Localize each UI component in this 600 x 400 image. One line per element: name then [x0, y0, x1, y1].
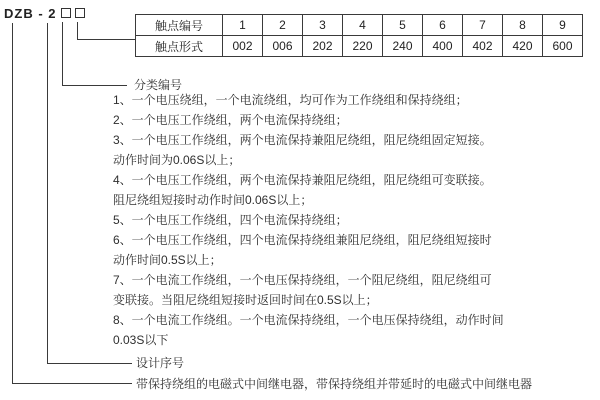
contact-number-cell: 8 [503, 15, 543, 36]
classification-line: 4、一个电压工作绕组，两个电流保持兼阻尼绕组，阻尼绕组可变联接。 [113, 173, 492, 187]
classification-line: 0.03S以下 [113, 333, 169, 347]
classification-line: 5、一个电压工作绕组，四个电流保持绕组； [113, 213, 348, 227]
contact-form-cell: 600 [543, 36, 583, 57]
model-prefix: DZB - 2 [4, 5, 57, 21]
model-box-2-icon [75, 8, 85, 18]
contact-form-cell: 002 [223, 36, 263, 57]
model-code [4, 5, 85, 21]
classification-line: 动作时间0.5S以上； [113, 253, 222, 267]
contact-form-table [135, 14, 583, 57]
row-header-contact-form: 触点形式 [136, 36, 223, 57]
classification-list [113, 90, 504, 350]
table-row-contact-number [136, 15, 583, 36]
contact-number-cell: 7 [463, 15, 503, 36]
classification-line: 6、一个电压工作绕组，四个电流保持绕组兼阻尼绕组，阻尼绕组短接时 [113, 233, 492, 247]
contact-form-cell: 420 [503, 36, 543, 57]
classification-line: 8、一个电流工作绕组。一个电流保持绕组，一个电压保持绕组，动作时间 [113, 313, 504, 327]
contact-form-cell: 240 [383, 36, 423, 57]
classification-line: 变联接。当阻尼绕组短接时返回时间在0.5S以上； [113, 293, 378, 307]
contact-number-cell: 6 [423, 15, 463, 36]
relay-type-label: 带保持绕组的电磁式中间继电器，带保持绕组并带延时的电磁式中间继电器 [136, 377, 533, 391]
model-box-1-icon [61, 8, 71, 18]
design-serial-label: 设计序号 [136, 356, 185, 370]
contact-number-cell: 2 [263, 15, 303, 36]
contact-form-cell: 402 [463, 36, 503, 57]
contact-form-cell: 400 [423, 36, 463, 57]
classification-line: 动作时间为0.06S以上； [113, 153, 241, 167]
contact-number-cell: 4 [343, 15, 383, 36]
row-header-contact-number: 触点编号 [136, 15, 223, 36]
classification-line: 2、一个电压工作绕组，两个电流保持绕组； [113, 113, 348, 127]
contact-form-cell: 202 [303, 36, 343, 57]
table-row-contact-form [136, 36, 583, 57]
classification-line: 3、一个电压工作绕组，两个电流保持兼阻尼绕组，阻尼绕组固定短接。 [113, 133, 492, 147]
classification-line: 阻尼绕组短接时动作时间0.06S以上； [113, 193, 313, 207]
contact-number-cell: 5 [383, 15, 423, 36]
classification-line: 1、一个电压绕组，一个电流绕组，均可作为工作绕组和保持绕组； [113, 93, 468, 107]
connector-contact-table [77, 22, 136, 40]
classification-label: 分类编号 [134, 78, 183, 92]
classification-line: 7、一个电流工作绕组，一个电压保持绕组，一个阻尼绕组，阻尼绕组可 [113, 273, 492, 287]
contact-number-cell: 3 [303, 15, 343, 36]
contact-number-cell: 1 [223, 15, 263, 36]
contact-form-cell: 006 [263, 36, 303, 57]
contact-form-cell: 220 [343, 36, 383, 57]
contact-number-cell: 9 [543, 15, 583, 36]
